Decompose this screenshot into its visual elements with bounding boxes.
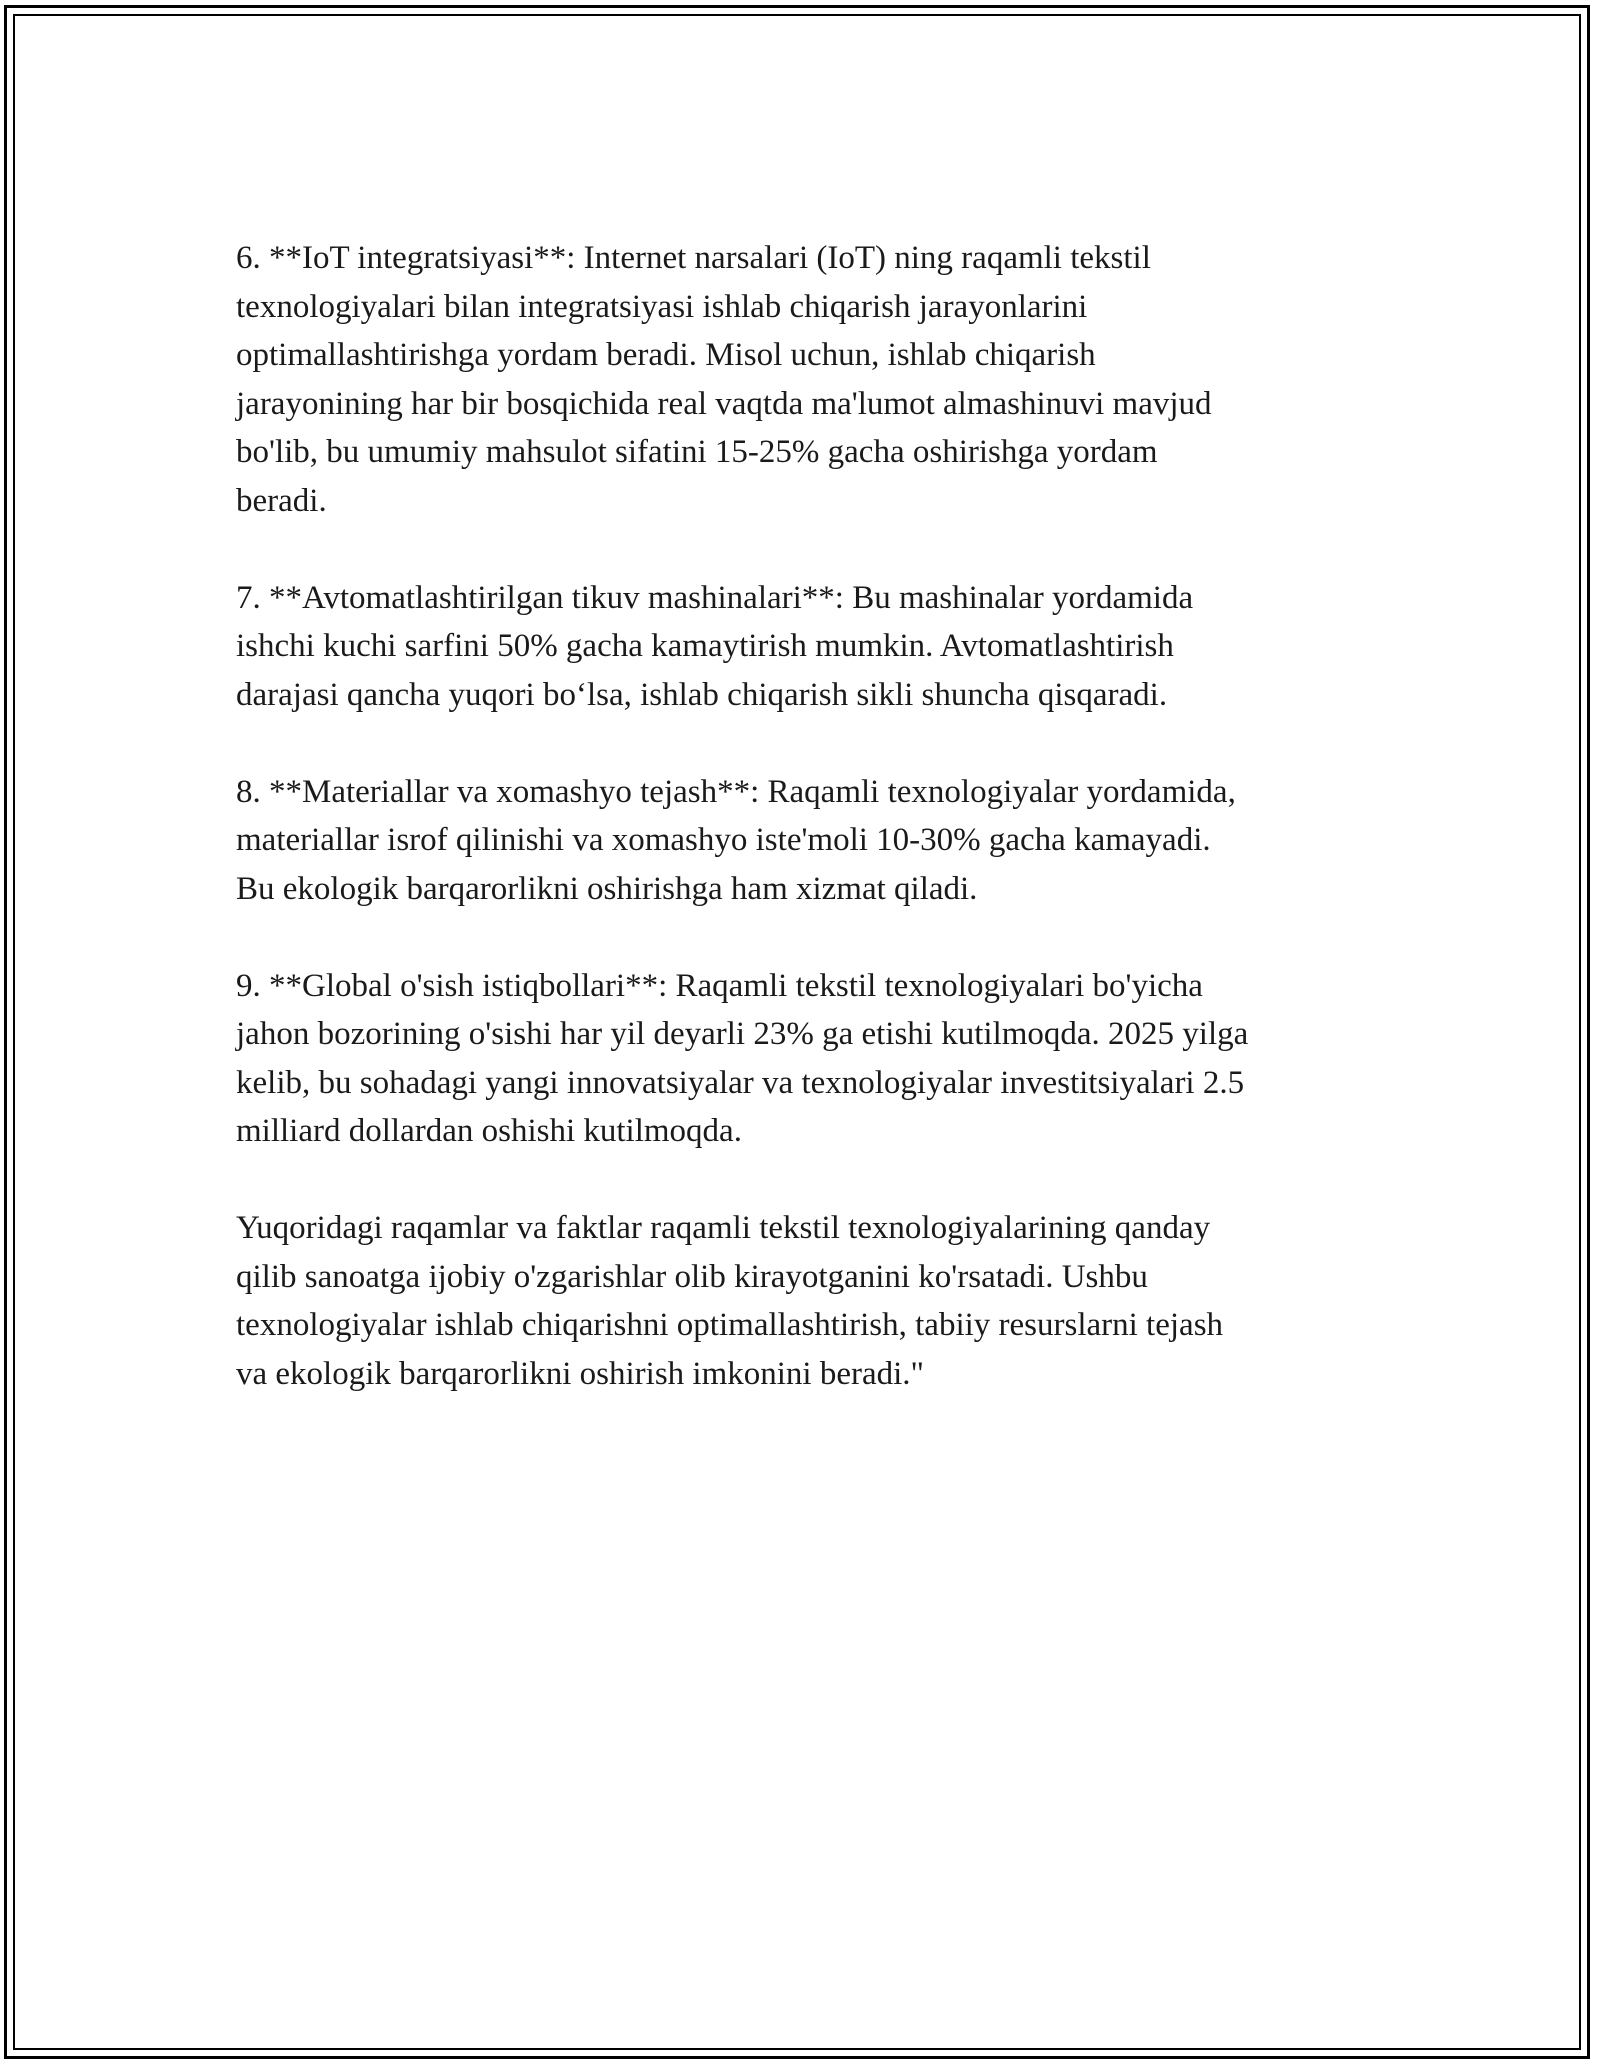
paragraph-global-growth: 9. **Global o'sish istiqbollari**: Raqamli tekstil texnologiyalari bo'yicha jahon bozorining o'sishi har yil deyarli 23% ga etishi kutilmoqda. 2025 yilga kelib, bu sohadagi yangi innovatsiyalar va texnologiyalar investitsiyalari 2.5 milliard dollardan oshishi kutilmoqda. [236, 967, 1249, 1149]
paragraph-conclusion: Yuqoridagi raqamlar va faktlar raqamli tekstil texnologiyalarining qanday qilib sanoatga ijobiy o'zgarishlar olib kirayotganini ko'rsatadi. Ushbu texnologiyalar ishlab chiqarishni optimallashtirish, tabiiy resurslarni tejash va ekologik barqarorlikni oshirish imkonini beradi." [236, 1210, 1224, 1392]
document-body [236, 234, 1386, 1447]
paragraph-automated-sewing-machines: 7. **Avtomatlashtirilgan tikuv mashinalari**: Bu mashinalar yordamida ishchi kuchi sarfini 50% gacha kamaytirish mumkin. Avtomatlashtirish darajasi qancha yuqori bo‘lsa, ishlab chiqarish sikli shuncha qisqaradi. [236, 579, 1194, 713]
paragraph-iot-integration: 6. **IoT integratsiyasi**: Internet narsalari (IoT) ning raqamli tekstil texnologiyalari bilan integratsiyasi ishlab chiqarish jarayonlarini optimallashtirishga yordam beradi. Misol uchun, ishlab chiqarish jarayonining har bir bosqichida real vaqtda ma'lumot almashinuvi mavjud bo'lib, bu umumiy mahsulot sifatini 15-25% gacha oshirishga yordam beradi. [236, 240, 1212, 519]
paragraph-material-savings: 8. **Materiallar va xomashyo tejash**: Raqamli texnologiyalar yordamida, materiallar isrof qilinishi va xomashyo iste'moli 10-30% gacha kamayadi. Bu ekologik barqarorlikni oshirishga ham xizmat qiladi. [236, 773, 1236, 907]
